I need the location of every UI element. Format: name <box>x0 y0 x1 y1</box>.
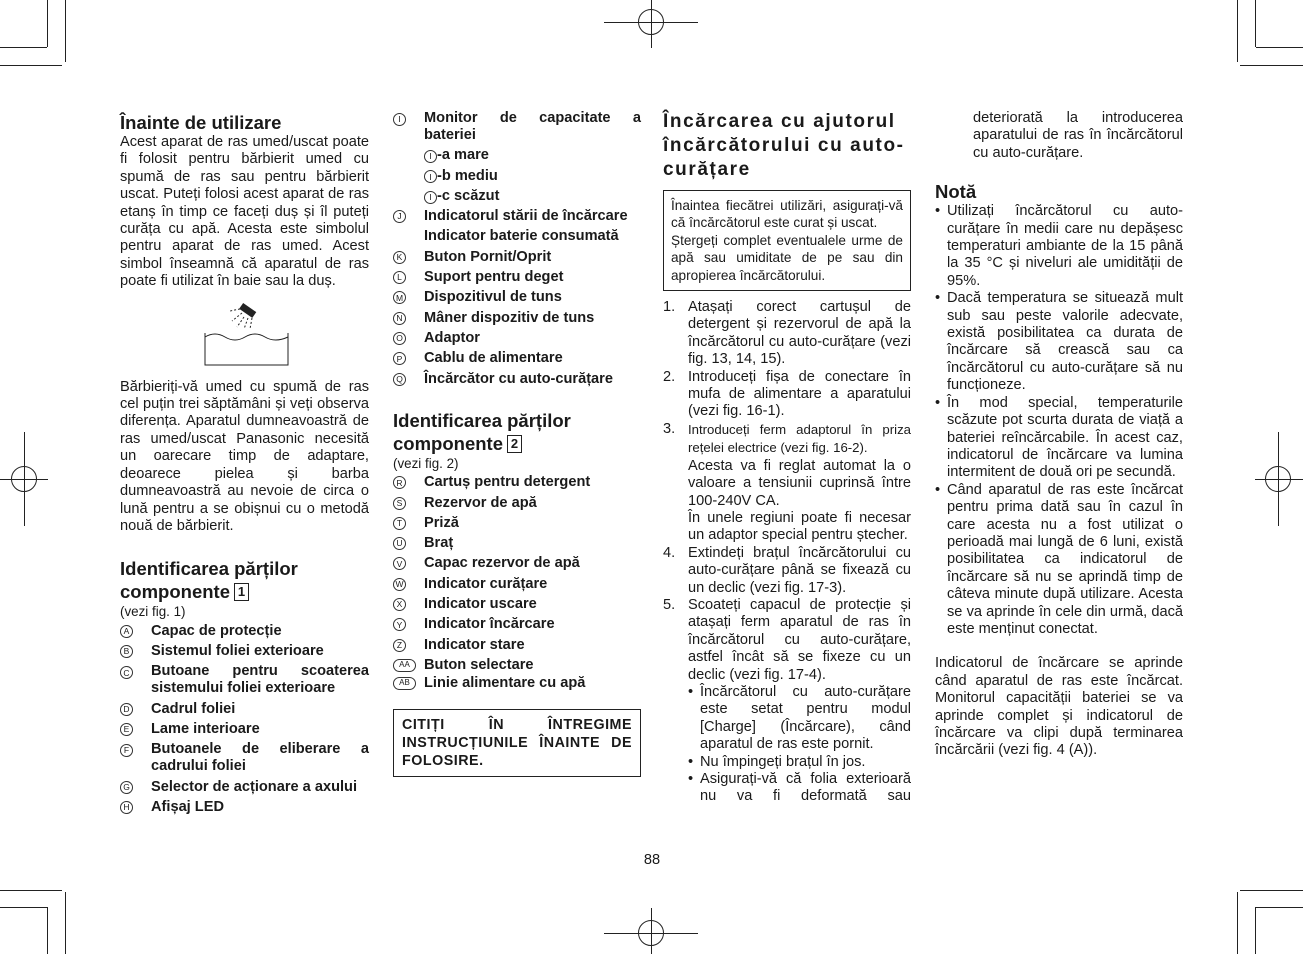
circled-letter: R <box>393 476 406 489</box>
list-item: T Priză <box>393 515 641 532</box>
list-item: • Asigurați-vă că folia exterioară nu va fi deformată sau <box>688 771 911 805</box>
list-item: V Capac rezervor de apă <box>393 555 641 572</box>
note-heading: Notă <box>935 181 977 203</box>
circled-letter: B <box>120 645 133 658</box>
list-item: 1. Atașați corect cartușul de detergent și rezervorul de apă la încărcătorul cu auto-curățare (vezi fig. 13, 14, 15). <box>663 299 911 368</box>
crop-mark <box>1237 892 1238 954</box>
list-item: • Nu împingeți brațul în jos. <box>688 753 866 770</box>
crop-mark <box>65 892 66 954</box>
column-1 <box>120 111 369 819</box>
crop-mark <box>1255 0 1256 47</box>
crop-mark <box>65 0 66 62</box>
column-3 <box>663 110 911 806</box>
circled-letter: C <box>120 666 133 679</box>
list-item: 5. Scoateți capacul de protecție și atașați ferm aparatul de ras în încărcătorul cu auto-curățare, astfel încât să se fixeze cu un declic (vezi fig. 17-4). <box>663 596 911 683</box>
parts-list-1-continued <box>393 110 641 388</box>
list-item: W Indicator curățare <box>393 576 641 593</box>
circled-letter: I <box>424 150 437 163</box>
crop-mark <box>47 907 48 954</box>
column-4 <box>935 110 1183 760</box>
circled-letter: AB <box>393 677 416 690</box>
circled-letter: I <box>424 170 437 183</box>
list-item: I -a mare <box>393 147 641 164</box>
charging-bullets <box>663 684 911 806</box>
section-heading-parts-1: Identificarea părților componente 1 <box>120 558 298 603</box>
info-box: Înaintea fiecătrei utilizări, asigurați-vă că încărcătorul este curat și uscat. Ștergeți complet eventualele urme de apă sau umiditate de pe sau din apropierea încărcătorului. <box>663 190 911 291</box>
circled-letter: I <box>393 113 406 126</box>
list-item: Indicator baterie consumată <box>424 228 619 245</box>
list-item: B Sistemul foliei exterioare <box>120 643 369 660</box>
circled-letter: T <box>393 517 406 530</box>
circled-letter: F <box>120 744 133 757</box>
crop-mark <box>0 907 47 908</box>
circled-letter: Z <box>393 639 406 652</box>
list-item: I Monitor de capacitate a bateriei <box>393 110 641 144</box>
list-item: O Adaptor <box>393 330 641 347</box>
section-heading-parts-2: Identificarea părților componente 2 <box>393 409 571 454</box>
list-item: U Braț <box>393 535 641 552</box>
column-2 <box>393 110 641 777</box>
list-item: J Indicatorul stării de încărcare <box>393 208 641 225</box>
crop-mark <box>1240 65 1303 66</box>
list-item: • Încărcătorul cu auto-curățare este setat pentru modul [Charge] (Încărcare), când aparatul de ras este pornit. <box>688 683 911 753</box>
list-item: • Utilizați încărcătorul cu auto-curățare în medii care nu depășesc temperaturi ambiante de la 15 până la 35 °C și niveluri ale umidității de 95%. <box>935 203 1183 289</box>
crop-mark <box>1240 890 1303 891</box>
circled-letter: D <box>120 703 133 716</box>
list-item: S Rezervor de apă <box>393 495 641 512</box>
registration-mark <box>638 9 664 35</box>
crop-mark <box>0 65 62 66</box>
list-item: 3. Introduceți ferm adaptorul în priza rețelei electrice (vezi fig. 16-2). Acesta va fi reglat automat la o valoare a tensiunii cuprinsă între 100-240V CA. În unele regiuni poate fi necesar un adaptor special pentru ștecher. <box>663 420 911 544</box>
circled-letter: I <box>424 191 437 204</box>
circled-letter: A <box>120 625 133 638</box>
list-item: D Cadrul foliei <box>120 701 369 718</box>
crop-mark <box>0 47 47 48</box>
circled-letter: V <box>393 557 406 570</box>
figure-number-badge: 1 <box>234 583 249 601</box>
section-heading-before-use: Înainte de utilizare <box>120 112 282 133</box>
list-item: G Selector de acționare a axului <box>120 779 369 796</box>
list-item: F Butoanele de eliberare a cadrului foliei <box>120 741 369 775</box>
list-item: • Când aparatul de ras este încărcat pentru prima dată sau în cazul în care acesta nu a fost utilizat o perioadă mai lungă de 6 luni, există posibilitatea ca indicatorul de încărcare să nu se aprindă timp de câteva minute după utilizare. Acesta se va aprinde în cele din urmă, dacă este menținut conectat. <box>935 481 1183 637</box>
circled-letter: G <box>120 781 133 794</box>
shower-bath-icon <box>200 299 300 371</box>
list-item: • Dacă temperatura se situează mult sub sau peste valorile adecvate, există posibilitatea ca durata de încărcare să crească sau ca încărcătorul cu auto-curățare să nu funcționeze. <box>935 290 1183 394</box>
page-number: 88 <box>643 852 661 868</box>
list-item: AB Linie alimentare cu apă <box>393 675 641 692</box>
figure-reference: (vezi fig. 2) <box>393 455 459 471</box>
list-item: • În mod special, temperaturile scăzute pot scurta durata de viață a bateriei reîncărcabile. În acest caz, indicatorul de încărcare va lumina intermitent de două ori pe secundă. <box>935 394 1183 481</box>
crop-mark <box>1256 907 1303 908</box>
wet-shave-symbol <box>120 299 369 373</box>
crop-mark <box>1237 0 1238 62</box>
list-item: 4. Extindeți brațul încărcătorului cu auto-curățare până se fixează cu un declic (vezi fig. 17-3). <box>663 544 911 596</box>
figure-number-badge: 2 <box>507 435 522 453</box>
circled-letter: P <box>393 352 406 365</box>
registration-mark <box>638 920 664 946</box>
circled-letter: H <box>120 801 133 814</box>
list-item: Q Încărcător cu auto-curățare <box>393 371 641 388</box>
circled-letter: J <box>393 210 406 223</box>
parts-list-1 <box>120 623 369 816</box>
intro-paragraph: Acest aparat de ras umed/uscat poate fi folosit pentru bărbierit umed cu spumă de ras sau pentru bărbierit uscat. Puteți folosi acest aparat de ras etanș în timp ce faceți duș și îl puteți curăța cu apă. Acesta este simbolul pentru aparat de ras umed. Acest simbol înseamnă că aparatul de ras poate fi utilizat în baie sau la duș. <box>120 134 369 290</box>
list-item: R Cartuș pentru detergent <box>393 474 641 491</box>
warning-box: CITIȚI ÎN ÎNTREGIME INSTRUCȚIUNILE ÎNAINTE DE FOLOSIRE. <box>393 709 641 777</box>
wet-shave-paragraph: Bărbieriți-vă umed cu spumă de ras cel puțin trei săptămâni și veți observa diferența. Aparatul dumneavoastră de ras umed/uscat Panasonic necesită un oarecare timp de adaptare, deoarece pielea și barba dumneavoastră au nevoie de circa o lună pentru a se obișnui cu o metodă nouă de bărbierit. <box>120 378 369 534</box>
list-item: Z Indicator stare <box>393 637 641 654</box>
crop-mark <box>47 0 48 47</box>
list-item: P Cablu de alimentare <box>393 350 641 367</box>
list-item: M Dispozitivul de tuns <box>393 289 641 306</box>
continued-text: deteriorată la introducerea aparatului de ras în încărcătorul cu auto-curățare. <box>973 110 1183 161</box>
list-item: C Butoane pentru scoaterea sistemului foliei exterioare <box>120 663 369 697</box>
note-list <box>935 203 1183 638</box>
list-item: I -b mediu <box>393 168 641 185</box>
circled-letter: S <box>393 497 406 510</box>
list-item: I -c scăzut <box>393 188 641 205</box>
final-paragraph: Indicatorul de încărcare se aprinde când aparatul de ras este încărcat. Monitorul capacității bateriei se va aprinde complet și indicatorul de încărcare va clipi după terminarea încărcării (vezi fig. 4 (A)). <box>935 655 1183 759</box>
circled-letter: M <box>393 291 406 304</box>
section-heading-charging: Încărcarea cu ajutorul încărcătorului cu auto-curățare <box>663 111 905 180</box>
circled-letter: K <box>393 251 406 264</box>
circled-letter: E <box>120 723 133 736</box>
registration-mark <box>11 466 37 492</box>
circled-letter: L <box>393 271 406 284</box>
parts-list-2 <box>393 474 641 692</box>
list-item: Y Indicator încărcare <box>393 616 641 633</box>
figure-reference: (vezi fig. 1) <box>120 604 186 620</box>
crop-mark <box>1256 47 1303 48</box>
circled-letter: Q <box>393 373 406 386</box>
list-item: K Buton Pornit/Oprit <box>393 249 641 266</box>
list-item: H Afișaj LED <box>120 799 369 816</box>
list-item: E Lame interioare <box>120 721 369 738</box>
crop-mark <box>1255 907 1256 954</box>
circled-letter: W <box>393 578 406 591</box>
list-item: 2. Introduceți fișa de conectare în mufa de alimentare a aparatului (vezi fig. 16-1). <box>663 368 911 420</box>
circled-letter: Y <box>393 618 406 631</box>
circled-letter: AA <box>393 659 416 672</box>
circled-letter: O <box>393 332 406 345</box>
circled-letter: U <box>393 537 406 550</box>
charging-steps <box>663 299 911 684</box>
crop-mark <box>0 890 62 891</box>
list-item: X Indicator uscare <box>393 596 641 613</box>
list-item: A Capac de protecție <box>120 623 369 640</box>
list-item: AA Buton selectare <box>393 657 641 674</box>
list-item: L Suport pentru deget <box>393 269 641 286</box>
circled-letter: X <box>393 598 406 611</box>
list-item: N Mâner dispozitiv de tuns <box>393 310 641 327</box>
registration-mark <box>1265 466 1291 492</box>
circled-letter: N <box>393 312 406 325</box>
